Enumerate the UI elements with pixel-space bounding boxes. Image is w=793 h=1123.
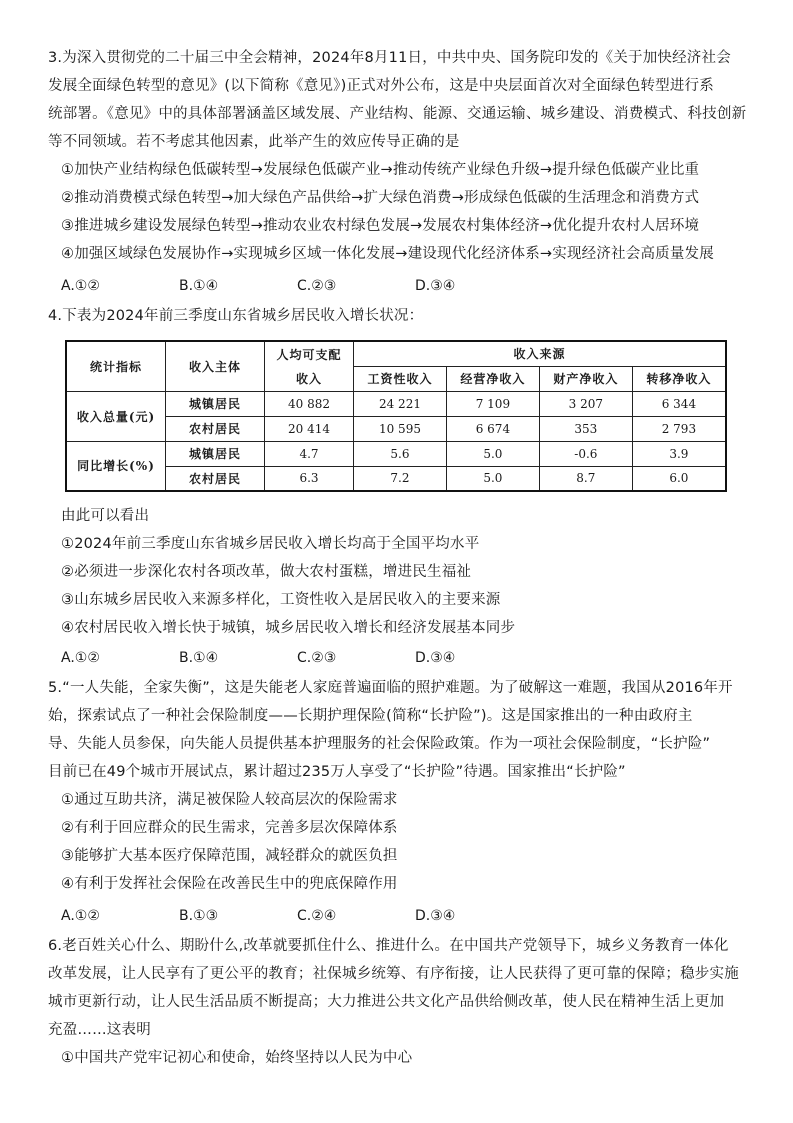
cell: 8.7 xyxy=(539,466,632,491)
q4-option-3: ③山东城乡居民收入来源多样化，工资性收入是居民收入的主要来源 xyxy=(61,592,501,608)
q5-option-4: ④有利于发挥社会保险在改善民生中的兜底保障作用 xyxy=(61,876,398,892)
cell: 3 207 xyxy=(539,391,632,416)
q3-option-4: ④加强区域绿色发展协作→实现城乡区域一体化发展→建设现代化经济体系→实现经济社会高质量发展 xyxy=(61,246,714,262)
q5-stem-line-1: 5.“一人失能，全家失衡”，这是失能老人家庭普遍面临的照护难题。为了破解这一难题，我国从2016年开 xyxy=(48,680,733,696)
q5-option-2: ②有利于回应群众的民生需求，完善多层次保障体系 xyxy=(61,820,398,836)
cell: 5.6 xyxy=(354,441,447,466)
income-table xyxy=(65,340,727,492)
q4-lead: 由此可以看出 xyxy=(61,508,150,524)
row-subject: 城镇居民 xyxy=(166,441,265,466)
q6-stem-line-2: 改革发展，让人民享有了更公平的教育；社保城乡统筹、有序衔接，让人民获得了更可靠的保障；稳步实施 xyxy=(48,966,739,982)
cell: 4.7 xyxy=(265,441,354,466)
q5-stem-line-2: 始，探索试点了一种社会保险制度——长期护理保险(简称“长护险”)。这是国家推出的一种由政府主 xyxy=(48,708,693,724)
q6-option-1: ①中国共产党牢记初心和使命，始终坚持以人民为中心 xyxy=(61,1050,413,1066)
cell: 40 882 xyxy=(265,391,354,416)
table-row xyxy=(66,416,726,441)
cell: 5.0 xyxy=(446,466,539,491)
row-subject: 农村居民 xyxy=(166,416,265,441)
question-4 xyxy=(48,302,748,330)
table-row xyxy=(66,391,726,416)
th-sources: 收入来源 xyxy=(354,341,727,366)
q5-choice-a[interactable]: A.①② xyxy=(61,908,100,924)
cell: -0.6 xyxy=(539,441,632,466)
q4-option-1: ①2024年前三季度山东省城乡居民收入增长均高于全国平均水平 xyxy=(61,536,480,552)
question-3 xyxy=(48,44,748,268)
cell: 3.9 xyxy=(632,441,726,466)
cell: 10 595 xyxy=(354,416,447,441)
question-4-body xyxy=(48,502,748,642)
cell: 6.0 xyxy=(632,466,726,491)
q4-option-4: ④农村居民收入增长快于城镇，城乡居民收入增长和经济发展基本同步 xyxy=(61,620,516,636)
th-disposable: 人均可支配 xyxy=(265,341,354,366)
q3-choice-d[interactable]: D.③④ xyxy=(415,278,456,294)
q3-stem-line-3: 统部署。《意见》中的具体部署涵盖区域发展、产业结构、能源、交通运输、城乡建设、消费模式、科技创新 xyxy=(48,106,747,122)
cell: 353 xyxy=(539,416,632,441)
q3-stem-line-2: 发展全面绿色转型的意见》(以下简称《意见》)正式对外公布，这是中央层面首次对全面绿色转型进行系 xyxy=(48,78,714,94)
q5-choice-c[interactable]: C.②④ xyxy=(297,908,337,924)
group-growth: 同比增长(%) xyxy=(66,441,166,491)
cell: 24 221 xyxy=(354,391,447,416)
row-subject: 城镇居民 xyxy=(166,391,265,416)
question-6 xyxy=(48,932,748,1072)
cell: 6 674 xyxy=(446,416,539,441)
q3-choice-a[interactable]: A.①② xyxy=(61,278,100,294)
th-subject: 收入主体 xyxy=(166,341,265,391)
q4-choice-a[interactable]: A.①② xyxy=(61,650,100,666)
cell: 2 793 xyxy=(632,416,726,441)
table-row xyxy=(66,466,726,491)
q6-stem-line-4: 充盈……这表明 xyxy=(48,1022,151,1038)
group-total: 收入总量(元) xyxy=(66,391,166,441)
q5-stem-line-4: 目前已在49个城市开展试点，累计超过235万人享受了“长护险”待遇。国家推出“长护险” xyxy=(48,764,626,780)
th-business: 经营净收入 xyxy=(446,366,539,391)
cell: 6.3 xyxy=(265,466,354,491)
q5-choice-b[interactable]: B.①③ xyxy=(179,908,219,924)
q3-stem-line-4: 等不同领域。若不考虑其他因素，此举产生的效应传导正确的是 xyxy=(48,134,460,150)
q5-option-3: ③能够扩大基本医疗保障范围，减轻群众的就医负担 xyxy=(61,848,398,864)
q4-choice-c[interactable]: C.②③ xyxy=(297,650,337,666)
th-transfer: 转移净收入 xyxy=(632,366,726,391)
q5-stem-line-3: 导、失能人员参保，向失能人员提供基本护理服务的社会保险政策。作为一项社会保险制度，“长护险” xyxy=(48,736,711,752)
th-wage: 工资性收入 xyxy=(354,366,447,391)
q5-choice-d[interactable]: D.③④ xyxy=(415,908,456,924)
cell: 7 109 xyxy=(446,391,539,416)
cell: 20 414 xyxy=(265,416,354,441)
q3-choice-c[interactable]: C.②③ xyxy=(297,278,337,294)
q4-stem: 4.下表为2024年前三季度山东省城乡居民收入增长状况： xyxy=(48,308,424,324)
q4-choice-d[interactable]: D.③④ xyxy=(415,650,456,666)
q5-option-1: ①通过互助共济，满足被保险人较高层次的保险需求 xyxy=(61,792,398,808)
q6-stem-line-3: 城市更新行动，让人民生活品质不断提高；大力推进公共文化产品供给侧改革，使人民在精神生活上更加 xyxy=(48,994,725,1010)
question-5 xyxy=(48,674,748,898)
cell: 5.0 xyxy=(446,441,539,466)
q4-choice-b[interactable]: B.①④ xyxy=(179,650,219,666)
cell: 6 344 xyxy=(632,391,726,416)
th-property: 财产净收入 xyxy=(539,366,632,391)
q4-option-2: ②必须进一步深化农村各项改革，做大农村蛋糕，增进民生福祉 xyxy=(61,564,472,580)
th-disposable-2: 收入 xyxy=(265,366,354,391)
row-subject: 农村居民 xyxy=(166,466,265,491)
q3-option-2: ②推动消费模式绿色转型→加大绿色产品供给→扩大绿色消费→形成绿色低碳的生活理念和消费方式 xyxy=(61,190,700,206)
th-indicator: 统计指标 xyxy=(66,341,166,391)
q3-choice-b[interactable]: B.①④ xyxy=(179,278,219,294)
q3-option-1: ①加快产业结构绿色低碳转型→发展绿色低碳产业→推动传统产业绿色升级→提升绿色低碳产业比重 xyxy=(61,162,700,178)
q3-option-3: ③推进城乡建设发展绿色转型→推动农业农村绿色发展→发展农村集体经济→优化提升农村人居环境 xyxy=(61,218,700,234)
q6-stem-line-1: 6.老百姓关心什么、期盼什么,改革就要抓住什么、推进什么。在中国共产党领导下，城乡义务教育一体化 xyxy=(48,938,729,954)
table-row xyxy=(66,441,726,466)
q3-stem-line-1: 3.为深入贯彻党的二十届三中全会精神，2024年8月11日，中共中央、国务院印发的《关于加快经济社会 xyxy=(48,50,731,66)
cell: 7.2 xyxy=(354,466,447,491)
